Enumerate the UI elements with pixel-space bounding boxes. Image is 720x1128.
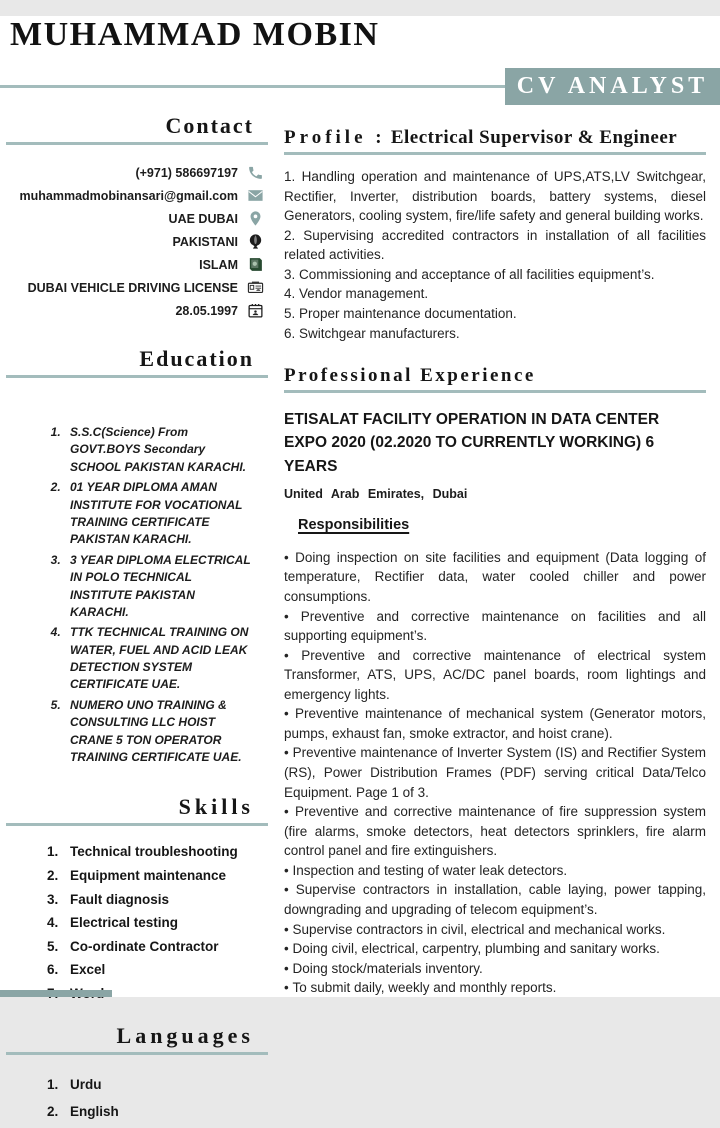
religion-book-icon (247, 256, 264, 273)
language-item: 1. Urdu (62, 1075, 268, 1095)
experience-job-title: ETISALAT FACILITY OPERATION IN DATA CENTER EXPO 2020 (02.2020 TO CURRENTLY WORKING) 6 YEARS (284, 411, 660, 475)
driving-license-text: DUBAI VEHICLE DRIVING LICENSE (27, 280, 238, 295)
education-item: 1. S.S.C(Science) From GOVT.BOYS Secondary SCHOOL PAKISTAN KARACHI. (64, 424, 256, 476)
skill-item: 5. Co-ordinate Contractor (62, 937, 268, 957)
responsibilities-heading: Responsibilities (298, 516, 410, 533)
languages-section-heading: Languages (6, 1023, 268, 1055)
profile-paragraph: 2. Supervising accredited contractors in installation of all facilities related activities. (284, 227, 706, 263)
contact-row-email (6, 184, 268, 207)
languages-list (6, 1075, 268, 1121)
location-text: UAE DUBAI (168, 211, 238, 226)
religion-text: ISLAM (199, 257, 238, 272)
contact-row-birthdate (6, 299, 268, 322)
sidebar-column (0, 113, 268, 1128)
responsibility-item: • Preventive and corrective maintenance of electrical system Transformer, ATS, UPS, AC/DC panel boards, room lightings and emergency lights. (284, 646, 706, 705)
skill-item: 3. Fault diagnosis (62, 890, 268, 910)
footer-accent-bar (0, 990, 112, 997)
profile-paragraph: 6. Switchgear manufacturers. (284, 325, 460, 341)
candidate-name: MUHAMMAD MOBIN (10, 16, 380, 53)
profile-paragraph: 3. Commissioning and acceptance of all facilities equipment’s. (284, 266, 655, 282)
education-item: 4. TTK TECHNICAL TRAINING ON WATER, FUEL AND ACID LEAK DETECTION SYSTEM CERTIFICATE UAE. (64, 624, 256, 694)
education-item: 3. 3 YEAR DIPLOMA ELECTRICAL IN POLO TECHNICAL INSTITUTE PAKISTAN KARACHI. (64, 552, 256, 622)
responsibility-item: • Inspection and testing of water leak detectors. (284, 861, 706, 881)
birthday-calendar-icon (247, 302, 264, 319)
cv-analyst-badge: CV ANALYST (505, 68, 720, 105)
education-item: 5. NUMERO UNO TRAINING & CONSULTING LLC HOIST CRANE 5 TON OPERATOR TRAINING CERTIFICATE UAE. (64, 697, 256, 767)
nationality-text: PAKISTANI (172, 234, 238, 249)
experience-section-heading: Professional Experience (284, 365, 706, 393)
responsibility-item: • Doing inspection on site facilities and equipment (Data logging of temperature, Rectifier data, water cooled chiller and power consumptions. (284, 548, 706, 607)
contact-row-nationality (6, 230, 268, 253)
responsibility-item: • Preventive maintenance of mechanical system (Generator motors, pumps, exhaust fan, smoke extractor, and hoist crane). (284, 704, 706, 743)
profile-paragraph: 1. Handling operation and maintenance of UPS,ATS,LV Switchgear, Rectifier, Inverter, distribution boards, battery systems, diesel Generators, cooling system, fire/life safety and general building works. (284, 169, 706, 224)
cv-document-page (0, 16, 720, 1119)
responsibility-item: • Preventive and corrective maintenance on facilities and all supporting equipment’s. (284, 607, 706, 646)
contact-list (6, 161, 268, 322)
birthdate-text: 28.05.1997 (175, 303, 238, 318)
profile-paragraph: 5. Proper maintenance documentation. (284, 305, 517, 321)
responsibilities-list (284, 548, 706, 998)
experience-location: United Arab Emirates, Dubai (284, 486, 468, 501)
phone-icon (247, 164, 264, 181)
responsibility-item: • Doing civil, electrical, carpentry, plumbing and sanitary works. (284, 939, 706, 959)
skills-section-heading: Skills (6, 794, 268, 826)
contact-row-phone (6, 161, 268, 184)
header-divider-line (0, 85, 505, 88)
education-section-heading: Education (6, 346, 268, 378)
education-item: 2. 01 YEAR DIPLOMA AMAN INSTITUTE FOR VOCATIONAL TRAINING CERTIFICATE PAKISTAN KARACHI. (64, 479, 256, 549)
phone-number: (+971) 586697197 (135, 165, 238, 180)
contact-section-heading: Contact (6, 113, 268, 145)
skill-item: 1. Technical troubleshooting (62, 842, 268, 862)
responsibility-item: • Supervise contractors in civil, electrical and mechanical works. (284, 920, 706, 940)
contact-row-location (6, 207, 268, 230)
main-column (268, 113, 720, 1128)
contact-row-driving-license (6, 276, 268, 299)
mail-icon (247, 187, 264, 204)
contact-row-religion (6, 253, 268, 276)
skills-list (6, 842, 268, 1003)
responsibility-item: • Supervise contractors in installation, cable laying, power tapping, downgrading and upgrading of telecom equipment’s. (284, 880, 706, 919)
responsibility-item: • Preventive and corrective maintenance of fire suppression system (fire alarms, smoke detectors, heat detectors sprinklers, fire alarm control panel and fire extinguishers. (284, 802, 706, 861)
profile-paragraphs (284, 167, 706, 343)
skill-item: 4. Electrical testing (62, 913, 268, 933)
location-pin-icon (247, 210, 264, 227)
responsibility-item: • Preventive maintenance of Inverter System (IS) and Rectifier System (RS), Power Distribution Frames (PDF) serving critical Data/Telco Equipment. Page 1 of 3. (284, 743, 706, 802)
content-columns (0, 113, 720, 1128)
nationality-globe-icon (247, 233, 264, 250)
profile-section-heading (284, 127, 706, 155)
email-address: muhammadmobinansari@gmail.com (19, 188, 238, 203)
responsibility-item: • To submit daily, weekly and monthly reports. (284, 978, 706, 998)
profile-job-title: Electrical Supervisor & Engineer (390, 127, 678, 148)
profile-paragraph: 4. Vendor management. (284, 286, 429, 302)
header-rule-row (0, 68, 720, 105)
skill-item: 6. Excel (62, 960, 268, 980)
responsibility-item: • Doing stock/materials inventory. (284, 959, 706, 979)
profile-label: Profile : (284, 127, 386, 148)
driving-license-icon (247, 279, 264, 296)
education-list (6, 424, 268, 766)
skill-item: 2. Equipment maintenance (62, 866, 268, 886)
language-item: 2. English (62, 1102, 268, 1122)
